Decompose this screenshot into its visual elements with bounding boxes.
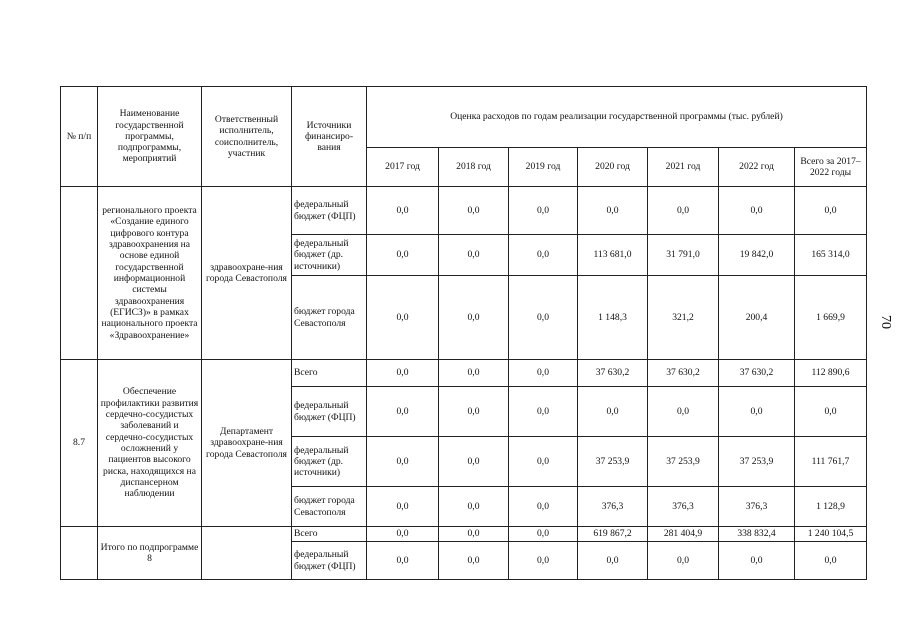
header-year: 2021 год: [648, 148, 719, 187]
value-cell: 0,0: [439, 235, 509, 276]
value-cell: 0,0: [439, 542, 509, 580]
value-cell: 376,3: [578, 487, 648, 527]
value-cell: 200,4: [719, 276, 795, 360]
funding-source: Всего: [292, 360, 367, 387]
total-cell: 1 240 104,5: [795, 527, 867, 542]
value-cell: 1 148,3: [578, 276, 648, 360]
value-cell: 0,0: [367, 542, 439, 580]
funding-source: бюджет города Севастополя: [292, 276, 367, 360]
value-cell: 0,0: [509, 542, 578, 580]
header-sources: Источники финансиро-вания: [292, 87, 367, 187]
executor: [202, 527, 292, 580]
value-cell: 19 842,0: [719, 235, 795, 276]
header-row-1: [61, 87, 867, 148]
value-cell: 37 253,9: [648, 437, 719, 487]
value-cell: 0,0: [439, 487, 509, 527]
total-cell: 0,0: [795, 187, 867, 235]
value-cell: 338 832,4: [719, 527, 795, 542]
value-cell: 376,3: [719, 487, 795, 527]
value-cell: 0,0: [719, 187, 795, 235]
value-cell: 0,0: [439, 187, 509, 235]
value-cell: 0,0: [509, 487, 578, 527]
funding-source: федеральный бюджет (ФЦП): [292, 387, 367, 437]
value-cell: 0,0: [367, 276, 439, 360]
value-cell: 619 867,2: [578, 527, 648, 542]
value-cell: 0,0: [367, 437, 439, 487]
value-cell: 0,0: [578, 387, 648, 437]
total-cell: 111 761,7: [795, 437, 867, 487]
value-cell: 37 253,9: [578, 437, 648, 487]
value-cell: 0,0: [439, 387, 509, 437]
header-year: 2017 год: [367, 148, 439, 187]
value-cell: 0,0: [509, 235, 578, 276]
header-year: 2022 год: [719, 148, 795, 187]
value-cell: 113 681,0: [578, 235, 648, 276]
executor: Департамент здравоохране-ния города Севастополя: [202, 360, 292, 527]
header-no: № п/п: [61, 87, 98, 187]
funding-source: федеральный бюджет (ФЦП): [292, 187, 367, 235]
budget-table: [60, 86, 867, 580]
value-cell: 0,0: [509, 527, 578, 542]
funding-source: федеральный бюджет (др. источники): [292, 437, 367, 487]
value-cell: 0,0: [367, 387, 439, 437]
value-cell: 0,0: [367, 360, 439, 387]
header-total: Всего за 2017–2022 годы: [795, 148, 867, 187]
executor: здравоохране-ния города Севастополя: [202, 187, 292, 360]
total-cell: 0,0: [795, 542, 867, 580]
header-year: 2020 год: [578, 148, 648, 187]
table-row: [61, 527, 867, 542]
page-number: 70: [878, 315, 893, 329]
measure-name: регионального проекта «Создание единого цифрового контура здравоохранения на основе единой государственной информационной системы здравоохранения (ЕГИСЗ)» в рамках национального проекта «Здравоохранение»: [98, 187, 202, 360]
value-cell: 0,0: [439, 527, 509, 542]
value-cell: 0,0: [509, 360, 578, 387]
total-cell: 112 890,6: [795, 360, 867, 387]
value-cell: 0,0: [439, 360, 509, 387]
value-cell: 0,0: [367, 187, 439, 235]
measure-name: Обеспечение профилактики развития сердечно-сосудистых заболеваний и сердечно-сосудистых осложнений у пациентов высокого риска, находящихся на диспансерном наблюдении: [98, 360, 202, 527]
value-cell: 0,0: [648, 387, 719, 437]
row-number: 8.7: [61, 360, 98, 527]
value-cell: 37 630,2: [578, 360, 648, 387]
value-cell: 0,0: [578, 187, 648, 235]
value-cell: 0,0: [509, 187, 578, 235]
total-cell: 0,0: [795, 387, 867, 437]
value-cell: 0,0: [719, 542, 795, 580]
header-year: 2019 год: [509, 148, 578, 187]
funding-source: Всего: [292, 527, 367, 542]
header-year: 2018 год: [439, 148, 509, 187]
value-cell: 0,0: [719, 387, 795, 437]
header-expenses-group: Оценка расходов по годам реализации государственной программы (тыс. рублей): [367, 87, 867, 148]
funding-source: бюджет города Севастополя: [292, 487, 367, 527]
header-name: Наименование государственной программы, подпрограммы, мероприятий: [98, 87, 202, 187]
value-cell: 376,3: [648, 487, 719, 527]
row-number: [61, 527, 98, 580]
value-cell: 0,0: [439, 276, 509, 360]
value-cell: 0,0: [578, 542, 648, 580]
total-cell: 1 128,9: [795, 487, 867, 527]
value-cell: 0,0: [648, 542, 719, 580]
funding-source: федеральный бюджет (ФЦП): [292, 542, 367, 580]
header-executor: Ответственный исполнитель, соисполнитель, участник: [202, 87, 292, 187]
subtotal-name: Итого по подпрограмме 8: [98, 527, 202, 580]
value-cell: 0,0: [648, 187, 719, 235]
table-row: [61, 187, 867, 235]
value-cell: 37 630,2: [648, 360, 719, 387]
value-cell: 37 253,9: [719, 437, 795, 487]
row-number: [61, 187, 98, 360]
value-cell: 0,0: [509, 276, 578, 360]
value-cell: 0,0: [439, 437, 509, 487]
value-cell: 0,0: [367, 487, 439, 527]
funding-source: федеральный бюджет (др. источники): [292, 235, 367, 276]
value-cell: 0,0: [367, 235, 439, 276]
value-cell: 321,2: [648, 276, 719, 360]
total-cell: 165 314,0: [795, 235, 867, 276]
total-cell: 1 669,9: [795, 276, 867, 360]
value-cell: 37 630,2: [719, 360, 795, 387]
value-cell: 0,0: [509, 437, 578, 487]
table-row: [61, 360, 867, 387]
value-cell: 31 791,0: [648, 235, 719, 276]
value-cell: 0,0: [509, 387, 578, 437]
value-cell: 0,0: [367, 527, 439, 542]
value-cell: 281 404,9: [648, 527, 719, 542]
